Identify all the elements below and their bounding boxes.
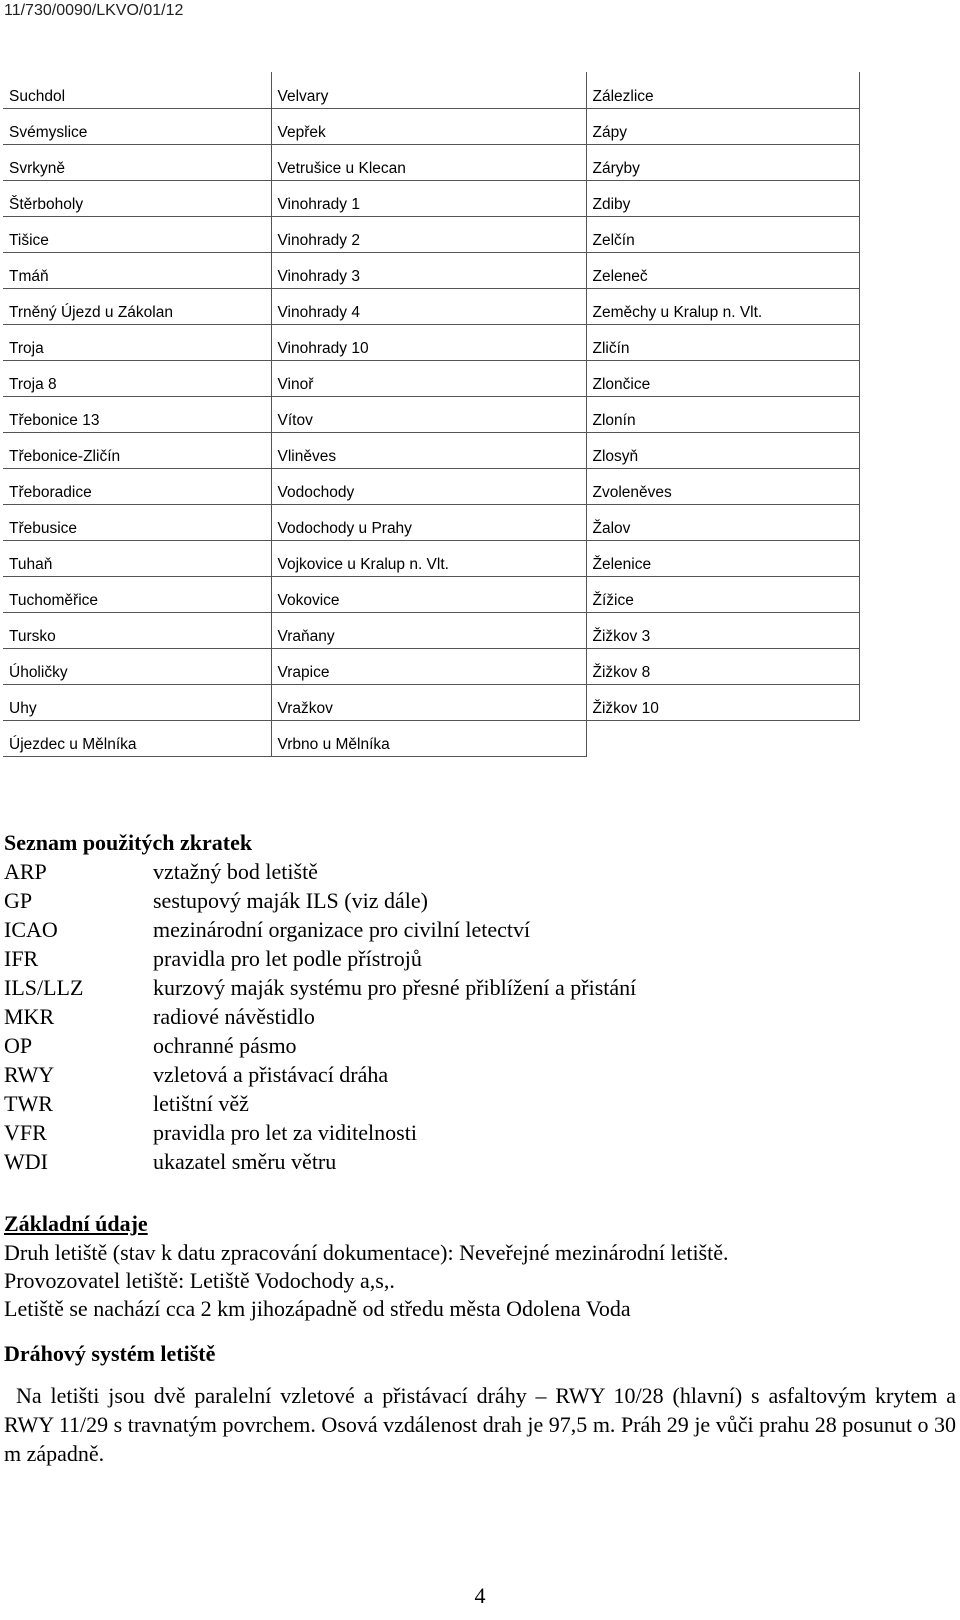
- abbreviation-key: GP: [4, 888, 33, 913]
- table-cell: Zeměchy u Kralup n. Vlt.: [586, 288, 859, 324]
- table-row: [3, 576, 859, 612]
- abbreviation-value: ukazatel směru větru: [153, 1149, 337, 1174]
- table-cell: Uhy: [3, 684, 271, 720]
- abbreviation-key: MKR: [4, 1004, 55, 1029]
- table-row: [3, 144, 859, 180]
- table-cell: Zlonín: [586, 396, 859, 432]
- abbreviation-value: mezinárodní organizace pro civilní letectví: [153, 917, 531, 942]
- abbreviation-key: ICAO: [4, 917, 58, 942]
- abbreviation-value: letištní věž: [153, 1091, 249, 1116]
- list-item: [4, 1060, 636, 1089]
- table-cell: Vinohrady 3: [271, 252, 586, 288]
- table-cell: Tuchoměřice: [3, 576, 271, 612]
- table-row: [3, 612, 859, 648]
- table-cell: Třebonice 13: [3, 396, 271, 432]
- table-cell: Zápy: [586, 108, 859, 144]
- basic-data-title: Základní údaje: [4, 1211, 148, 1236]
- table-cell: Třebusice: [3, 504, 271, 540]
- table-row: [3, 360, 859, 396]
- list-item: [4, 886, 636, 915]
- table-cell: Vodochody: [271, 468, 586, 504]
- table-cell: Vinohrady 4: [271, 288, 586, 324]
- table-row: [3, 432, 859, 468]
- table-cell: Zeleneč: [586, 252, 859, 288]
- table-cell: Žižkov 10: [586, 684, 859, 720]
- table-cell: Vinoř: [271, 360, 586, 396]
- abbreviation-value: kurzový maják systému pro přesné přiblížení a přistání: [153, 975, 637, 1000]
- abbreviation-key: ARP: [4, 859, 47, 884]
- table-row: [3, 720, 859, 756]
- table-row: [3, 648, 859, 684]
- table-row: [3, 684, 859, 720]
- table-cell: Vraňany: [271, 612, 586, 648]
- table-cell: Vojkovice u Kralup n. Vlt.: [271, 540, 586, 576]
- table-cell: Tuhaň: [3, 540, 271, 576]
- abbreviation-value: pravidla pro let za viditelnosti: [153, 1120, 417, 1145]
- table-cell: Vokovice: [271, 576, 586, 612]
- table-cell: Záryby: [586, 144, 859, 180]
- abbreviation-value: sestupový maják ILS (viz dále): [153, 888, 428, 913]
- table-cell: Vrbno u Mělníka: [271, 720, 586, 756]
- list-item: [4, 944, 636, 973]
- table-row: [3, 396, 859, 432]
- table-cell: Újezdec u Mělníka: [3, 720, 271, 756]
- table-cell: Vinohrady 2: [271, 216, 586, 252]
- table-cell: Vliněves: [271, 432, 586, 468]
- table-cell: Troja 8: [3, 360, 271, 396]
- abbreviations-title: Seznam použitých zkratek: [4, 830, 253, 855]
- table-row: [3, 216, 859, 252]
- basic-data-line-2: Provozovatel letiště: Letiště Vodochody a,s,.: [4, 1268, 395, 1293]
- table-cell: Zdiby: [586, 180, 859, 216]
- abbreviation-value: ochranné pásmo: [153, 1033, 297, 1058]
- table-cell: Vepřek: [271, 108, 586, 144]
- list-item: [4, 915, 636, 944]
- table-cell: Tursko: [3, 612, 271, 648]
- abbreviation-value: radiové návěstidlo: [153, 1004, 315, 1029]
- table-cell: Vrapice: [271, 648, 586, 684]
- table-cell: Tišice: [3, 216, 271, 252]
- table-cell: Trněný Újezd u Zákolan: [3, 288, 271, 324]
- list-item: [4, 1089, 636, 1118]
- table-cell: Vetrušice u Klecan: [271, 144, 586, 180]
- basic-data-line-1: Druh letiště (stav k datu zpracování dokumentace): Neveřejné mezinárodní letiště.: [4, 1240, 729, 1265]
- runway-system-paragraph: Na letišti jsou dvě paralelní vzletové a přistávací dráhy – RWY 10/28 (hlavní) s asfaltovým krytem a RWY 11/29 s travnatým povrchem. Osová vzdálenost drah je 97,5 m. Práh 29 je vůči prahu 28 posunut o 30 m západně.: [4, 1383, 956, 1466]
- places-table-container: [3, 72, 860, 757]
- table-cell: Zvoleněves: [586, 468, 859, 504]
- abbreviation-key: IFR: [4, 946, 39, 971]
- table-cell: Vinohrady 1: [271, 180, 586, 216]
- table-row: [3, 288, 859, 324]
- table-cell: Zlosyň: [586, 432, 859, 468]
- table-cell: Zlončice: [586, 360, 859, 396]
- table-cell: Žížice: [586, 576, 859, 612]
- table-cell: Žalov: [586, 504, 859, 540]
- abbreviation-key: RWY: [4, 1062, 55, 1087]
- table-cell: [586, 720, 859, 756]
- list-item: [4, 1118, 636, 1147]
- table-cell: Třebonice-Zličín: [3, 432, 271, 468]
- list-item: [4, 1031, 636, 1060]
- list-item: [4, 1147, 636, 1176]
- places-table: [3, 72, 860, 757]
- table-cell: Suchdol: [3, 72, 271, 108]
- abbreviation-key: OP: [4, 1033, 33, 1058]
- table-cell: Žižkov 3: [586, 612, 859, 648]
- table-row: [3, 504, 859, 540]
- runway-system-title: Dráhový systém letiště: [4, 1341, 216, 1366]
- abbreviation-key: TWR: [4, 1091, 53, 1116]
- abbreviations-list: [4, 857, 636, 1176]
- page-number: 4: [474, 1583, 486, 1608]
- places-table-body: [3, 72, 859, 756]
- table-row: [3, 540, 859, 576]
- table-cell: Velvary: [271, 72, 586, 108]
- table-cell: Tmáň: [3, 252, 271, 288]
- table-cell: Zelčín: [586, 216, 859, 252]
- abbreviation-value: vztažný bod letiště: [153, 859, 318, 884]
- table-cell: Vítov: [271, 396, 586, 432]
- document-reference: 11/730/0090/LKVO/01/12: [4, 2, 184, 19]
- abbreviation-value: vzletová a přistávací dráha: [153, 1062, 389, 1087]
- table-row: [3, 72, 859, 108]
- table-row: [3, 252, 859, 288]
- table-cell: Želenice: [586, 540, 859, 576]
- table-cell: Štěrboholy: [3, 180, 271, 216]
- abbreviation-key: VFR: [4, 1120, 47, 1145]
- table-cell: Třeboradice: [3, 468, 271, 504]
- list-item: [4, 973, 636, 1002]
- abbreviation-key: WDI: [4, 1149, 48, 1174]
- table-cell: Úholičky: [3, 648, 271, 684]
- table-row: [3, 180, 859, 216]
- table-cell: Svrkyně: [3, 144, 271, 180]
- table-cell: Vražkov: [271, 684, 586, 720]
- abbreviation-value: pravidla pro let podle přístrojů: [153, 946, 422, 971]
- table-cell: Svémyslice: [3, 108, 271, 144]
- table-cell: Zálezlice: [586, 72, 859, 108]
- list-item: [4, 857, 636, 886]
- table-row: [3, 108, 859, 144]
- table-cell: Zličín: [586, 324, 859, 360]
- table-cell: Vodochody u Prahy: [271, 504, 586, 540]
- table-cell: Vinohrady 10: [271, 324, 586, 360]
- table-row: [3, 324, 859, 360]
- table-cell: Žižkov 8: [586, 648, 859, 684]
- abbreviation-key: ILS/LLZ: [4, 975, 84, 1000]
- list-item: [4, 1002, 636, 1031]
- table-row: [3, 468, 859, 504]
- basic-data-line-3: Letiště se nachází cca 2 km jihozápadně od středu města Odolena Voda: [4, 1296, 631, 1321]
- table-cell: Troja: [3, 324, 271, 360]
